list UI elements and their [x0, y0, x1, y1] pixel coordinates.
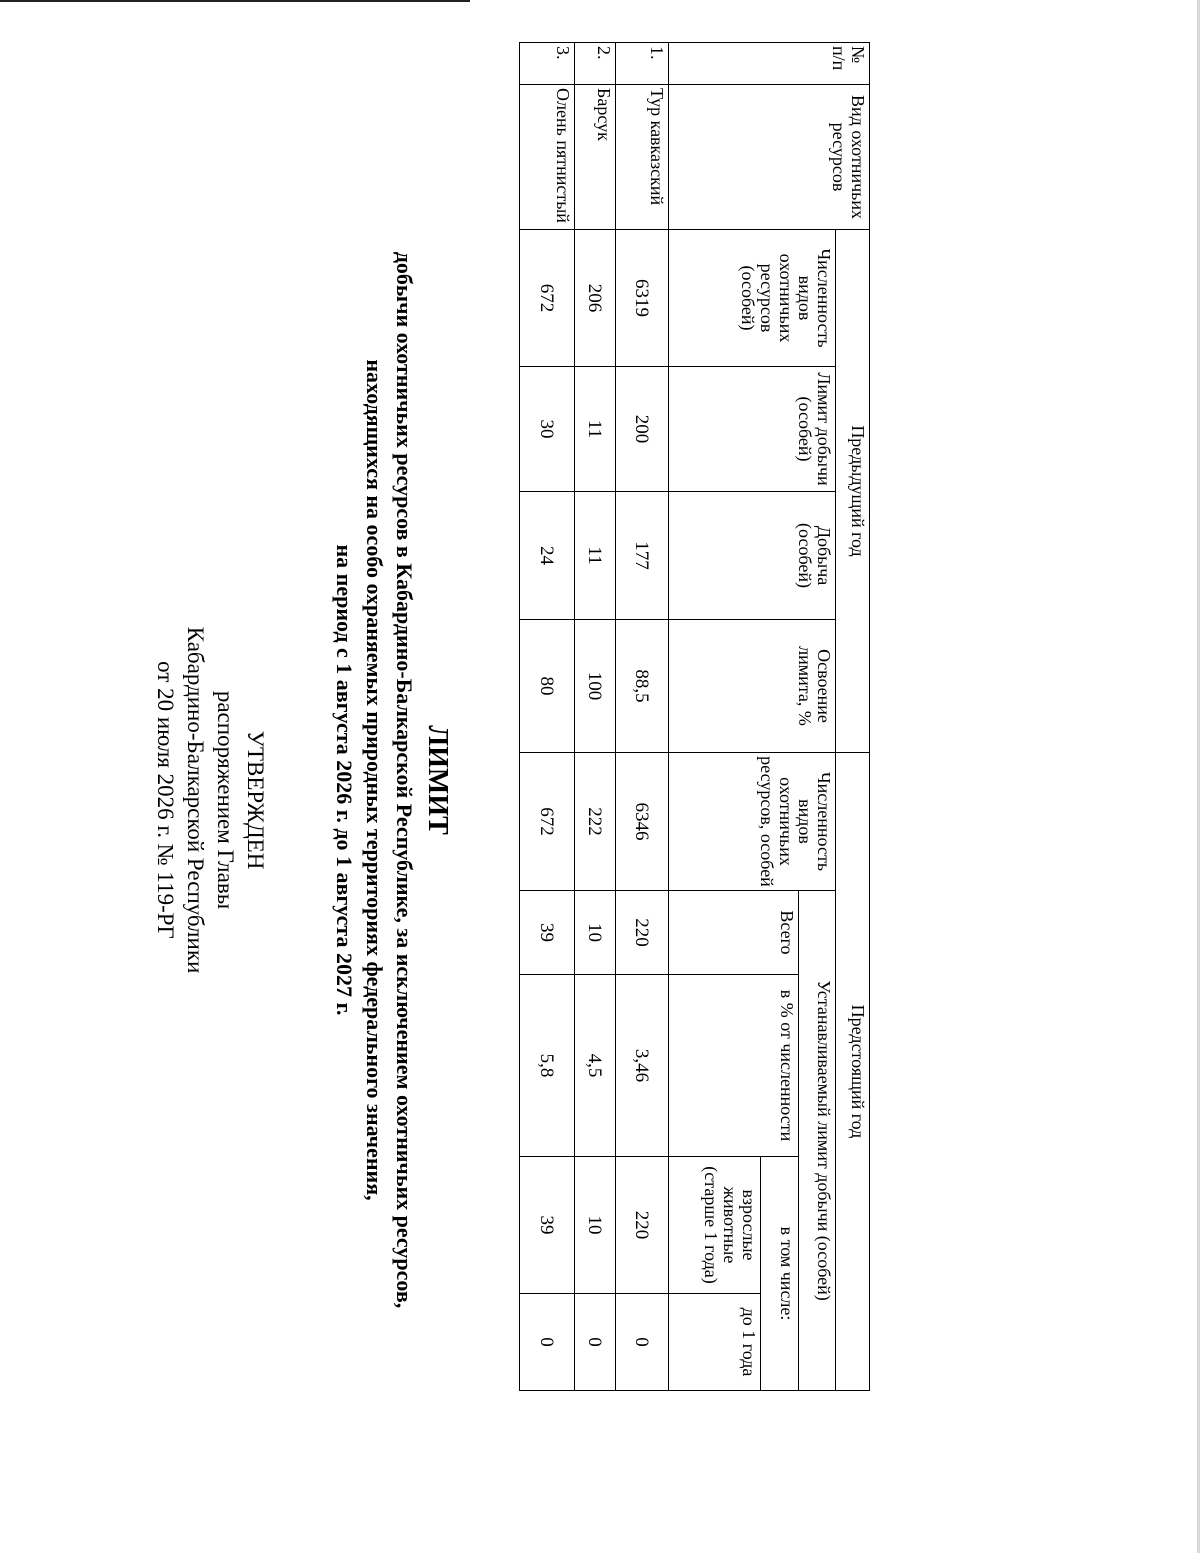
hunting-limits-table [519, 42, 870, 1391]
header-prev-harvest: Добыча (особей) [669, 492, 836, 620]
header-young: до 1 года [669, 1294, 761, 1391]
species-name: Барсук [575, 85, 616, 230]
row-number: 3. [520, 43, 575, 85]
document-title: ЛИМИТ [422, 725, 453, 835]
prev-population-value: 206 [575, 230, 616, 367]
prev-usage-value: 100 [575, 620, 616, 753]
total-limit-value: 220 [616, 891, 669, 975]
header-prev-population: Численность видов охотничьих ресурсов (особей) [669, 230, 836, 367]
header-established-limit: Устанавливаемый лимит добычи (особей) [799, 891, 836, 1391]
prev-population-value: 6319 [616, 230, 669, 367]
document-subtitle-line-2: находящихся на особо охраняемых природных территориях федерального значения, [362, 359, 387, 1201]
next-population-value: 672 [520, 753, 575, 891]
prev-population-value: 672 [520, 230, 575, 367]
percent-value: 5,8 [520, 975, 575, 1157]
adults-value: 220 [616, 1157, 669, 1294]
header-adults: взрослые животные (старше 1 года) [669, 1157, 761, 1294]
prev-limit-value: 200 [616, 367, 669, 492]
species-name: Олень пятнистый [520, 85, 575, 230]
percent-value: 4,5 [575, 975, 616, 1157]
table-row [520, 43, 575, 1391]
species-name: Тур кавказский [616, 85, 669, 230]
approval-line-3: Кабардино-Балкарской Республики [183, 626, 208, 974]
young-value: 0 [520, 1294, 575, 1391]
approval-date-number: от 20 июля 2026 г. № 119-РГ [153, 661, 178, 939]
percent-value: 3,46 [616, 975, 669, 1157]
header-species: Вид охотничьих ресурсов [669, 85, 870, 230]
prev-harvest-value: 11 [575, 492, 616, 620]
header-prev-usage: Освоение лимита, % [669, 620, 836, 753]
header-percent: в % от численности [669, 975, 799, 1157]
young-value: 0 [575, 1294, 616, 1391]
prev-usage-value: 88,5 [616, 620, 669, 753]
prev-harvest-value: 177 [616, 492, 669, 620]
total-limit-value: 39 [520, 891, 575, 975]
approval-title: УТВЕРЖДЕН [243, 730, 268, 870]
header-prev-limit: Лимит добычи (особей) [669, 367, 836, 492]
next-population-value: 6346 [616, 753, 669, 891]
prev-limit-value: 11 [575, 367, 616, 492]
prev-limit-value: 30 [520, 367, 575, 492]
prev-usage-value: 80 [520, 620, 575, 753]
row-number: 2. [575, 43, 616, 85]
header-previous-year: Предыдущий год [836, 230, 870, 753]
approval-line-2: распоряжением Главы [213, 690, 238, 910]
header-next-population: Численность видов охотничьих ресурсов, особей [669, 753, 836, 891]
adults-value: 39 [520, 1157, 575, 1294]
approval-stamp-block [150, 590, 270, 1010]
document-subtitle-line-3: на период с 1 августа 2026 г. до 1 августа 2027 г. [332, 544, 357, 1016]
total-limit-value: 10 [575, 891, 616, 975]
header-upcoming-year: Предстоящий год [836, 753, 870, 1391]
next-population-value: 222 [575, 753, 616, 891]
young-value: 0 [616, 1294, 669, 1391]
row-number: 1. [616, 43, 669, 85]
adults-value: 10 [575, 1157, 616, 1294]
table-row [575, 43, 616, 1391]
prev-harvest-value: 24 [520, 492, 575, 620]
document-subtitle-line-1: добычи охотничьих ресурсов в Кабардино-Балкарской Республике, за исключением охотничьих ресурсов, [392, 251, 417, 1309]
table-row [616, 43, 669, 1391]
document-title-block [329, 110, 455, 1450]
header-total: Всего [669, 891, 799, 975]
header-row-number: № п/п [669, 43, 870, 85]
header-including: в том числе: [761, 1157, 799, 1391]
